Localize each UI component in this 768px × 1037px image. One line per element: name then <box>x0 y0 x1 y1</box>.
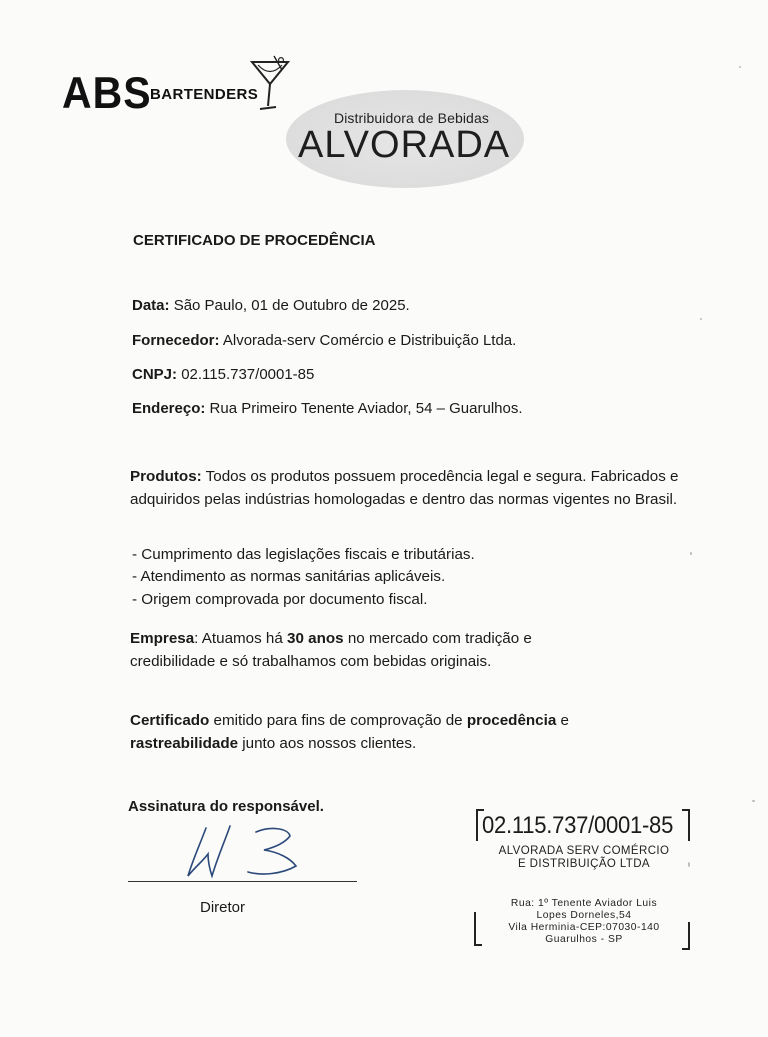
scan-speck <box>700 318 702 320</box>
alvorada-logo <box>286 90 524 188</box>
certificado-text-3: junto aos nossos clientes. <box>238 734 417 752</box>
field-endereco <box>132 400 523 417</box>
stamp-address-line3: Vila Herminia-CEP:07030-140 <box>508 922 660 933</box>
field-fornecedor-label: Fornecedor: <box>132 332 220 349</box>
stamp-bracket-right <box>682 809 690 841</box>
list-item: - Cumprimento das legislações fiscais e tributárias. <box>132 546 475 563</box>
field-data-label: Data: <box>132 297 170 314</box>
stamp-address-line1: Rua: 1º Tenente Aviador Luis <box>510 898 658 909</box>
address-stamp <box>474 898 694 956</box>
signature-line <box>128 881 357 882</box>
field-data <box>132 297 410 314</box>
rastreabilidade-word: rastreabilidade <box>130 734 239 752</box>
scan-speck <box>690 552 692 555</box>
produtos-label: Produtos: <box>130 468 202 485</box>
stamp-company-line1: ALVORADA SERV COMÉRCIO <box>498 845 670 857</box>
handwritten-signature <box>178 822 318 882</box>
alvorada-logo-subtext: Distribuidora de Bebidas <box>334 110 489 126</box>
empresa-paragraph <box>130 628 600 673</box>
field-cnpj-value: 02.115.737/0001-85 <box>181 366 315 383</box>
field-fornecedor <box>132 332 516 349</box>
list-item: - Atendimento as normas sanitárias aplicáveis. <box>132 568 446 586</box>
signature-label: Assinatura do responsável. <box>128 798 324 815</box>
produtos-text: Todos os produtos possuem procedência legal e segura. Fabricados e adquiridos pelas indústrias homologadas e dentro das normas vigentes no Brasil. <box>130 468 679 508</box>
empresa-text-before: : Atuamos há <box>194 630 288 647</box>
compliance-list <box>132 544 475 611</box>
alvorada-logo-text: ALVORADA <box>298 124 511 166</box>
signature-role: Diretor <box>200 899 246 916</box>
scan-speck <box>752 800 755 802</box>
certificado-paragraph <box>130 710 640 755</box>
field-data-value: São Paulo, 01 de Outubro de 2025. <box>173 297 410 314</box>
certificado-word: Certificado <box>130 712 210 729</box>
empresa-text-after: no mercado com tradição e credibilidade e só trabalhamos com bebidas originais. <box>130 630 532 670</box>
abs-logo-text: ABS <box>62 68 152 118</box>
scan-speck <box>739 66 741 68</box>
certificado-text-1: emitido para fins de comprovação de <box>209 712 467 729</box>
document-title: CERTIFICADO DE PROCEDÊNCIA <box>133 232 376 249</box>
stamp-cnpj-number: 02.115.737/0001-85 <box>482 812 674 839</box>
field-fornecedor-value: Alvorada-serv Comércio e Distribuição Ltda. <box>222 332 517 349</box>
empresa-highlight: 30 anos <box>287 630 344 647</box>
stamp-company-line2: E DISTRIBUIÇÃO LTDA <box>518 858 650 870</box>
certificado-text-2: e <box>556 712 569 729</box>
stamp-address-line4: Guarulhos - SP <box>545 934 623 945</box>
abs-logo-subtext: BARTENDERS <box>150 86 259 103</box>
field-endereco-label: Endereço: <box>132 400 206 417</box>
field-cnpj-label: CNPJ: <box>132 366 178 383</box>
procedencia-word: procedência <box>466 712 557 729</box>
list-item: - Origem comprovada por documento fiscal. <box>132 590 428 608</box>
stamp-address-line2: Lopes Dorneles,54 <box>536 910 632 921</box>
produtos-paragraph <box>130 466 690 511</box>
empresa-label: Empresa <box>130 630 195 647</box>
scan-speck <box>688 862 690 867</box>
abs-bartenders-logo <box>62 54 292 124</box>
field-endereco-value: Rua Primeiro Tenente Aviador, 54 – Guarulhos. <box>209 400 523 417</box>
field-cnpj <box>132 366 314 383</box>
